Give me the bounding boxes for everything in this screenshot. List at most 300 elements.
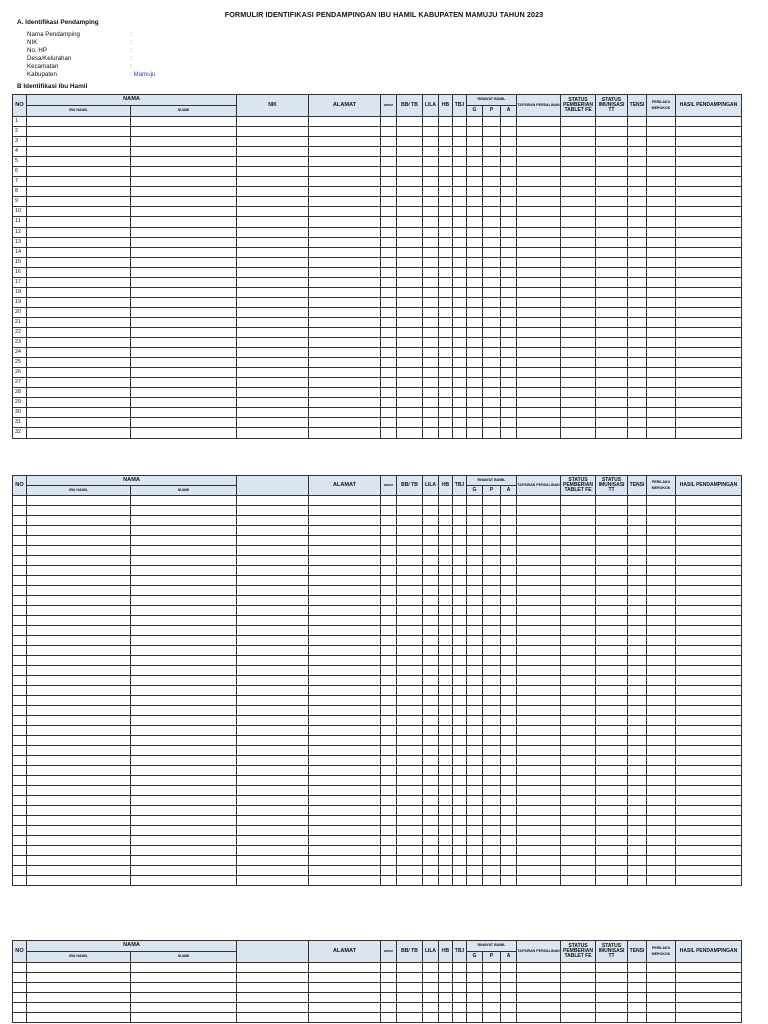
- table-cell[interactable]: [439, 973, 453, 983]
- table-cell[interactable]: [131, 187, 237, 197]
- table-cell[interactable]: [517, 297, 561, 307]
- table-cell[interactable]: [131, 776, 237, 786]
- table-cell[interactable]: [501, 686, 517, 696]
- table-cell[interactable]: [309, 806, 381, 816]
- table-cell[interactable]: [628, 616, 647, 626]
- table-cell[interactable]: [596, 227, 628, 237]
- table-cell[interactable]: [483, 147, 501, 157]
- table-cell[interactable]: [467, 676, 483, 686]
- table-cell[interactable]: [596, 606, 628, 616]
- table-cell[interactable]: [237, 666, 309, 676]
- table-cell[interactable]: [381, 716, 397, 726]
- table-cell[interactable]: [483, 816, 501, 826]
- table-cell[interactable]: [309, 257, 381, 267]
- table-cell[interactable]: [596, 368, 628, 378]
- table-cell[interactable]: [483, 786, 501, 796]
- table-cell[interactable]: [453, 846, 467, 856]
- table-cell[interactable]: [628, 716, 647, 726]
- table-cell[interactable]: [628, 237, 647, 247]
- table-cell[interactable]: [517, 646, 561, 656]
- table-cell[interactable]: [27, 307, 131, 317]
- table-cell[interactable]: [647, 596, 676, 606]
- table-cell[interactable]: [397, 177, 423, 187]
- table-cell[interactable]: [467, 636, 483, 646]
- table-cell[interactable]: [467, 358, 483, 368]
- table-cell[interactable]: [439, 993, 453, 1003]
- table-cell[interactable]: [439, 636, 453, 646]
- table-cell[interactable]: [423, 786, 439, 796]
- table-cell[interactable]: [676, 666, 742, 676]
- table-cell[interactable]: [397, 368, 423, 378]
- table-cell[interactable]: [439, 287, 453, 297]
- table-cell[interactable]: [483, 506, 501, 516]
- table-cell[interactable]: [381, 983, 397, 993]
- table-cell[interactable]: [423, 496, 439, 506]
- table-cell[interactable]: [676, 368, 742, 378]
- table-cell[interactable]: [467, 736, 483, 746]
- table-cell[interactable]: [381, 866, 397, 876]
- pendamping-field-value[interactable]: :: [130, 55, 132, 62]
- table-cell[interactable]: [596, 786, 628, 796]
- table-cell[interactable]: [397, 746, 423, 756]
- table-cell[interactable]: [423, 137, 439, 147]
- table-cell[interactable]: [467, 756, 483, 766]
- table-cell[interactable]: [439, 816, 453, 826]
- table-cell[interactable]: [309, 247, 381, 257]
- table-cell[interactable]: [27, 516, 131, 526]
- table-cell[interactable]: [561, 556, 596, 566]
- table-cell[interactable]: [237, 267, 309, 277]
- table-cell[interactable]: [596, 993, 628, 1003]
- table-cell[interactable]: [483, 856, 501, 866]
- table-cell[interactable]: [517, 167, 561, 177]
- table-cell[interactable]: [309, 1003, 381, 1013]
- table-cell[interactable]: [483, 546, 501, 556]
- table-cell[interactable]: [237, 217, 309, 227]
- table-cell[interactable]: [381, 197, 397, 207]
- table-cell[interactable]: [561, 816, 596, 826]
- table-cell[interactable]: [517, 846, 561, 856]
- table-cell[interactable]: [397, 338, 423, 348]
- table-cell[interactable]: [676, 716, 742, 726]
- table-cell[interactable]: [131, 546, 237, 556]
- table-cell[interactable]: [647, 368, 676, 378]
- table-cell[interactable]: [647, 187, 676, 197]
- table-cell[interactable]: [517, 606, 561, 616]
- table-cell[interactable]: [237, 596, 309, 606]
- table-cell[interactable]: [453, 556, 467, 566]
- table-cell[interactable]: [483, 267, 501, 277]
- table-cell[interactable]: [483, 556, 501, 566]
- table-cell[interactable]: [381, 496, 397, 506]
- table-cell[interactable]: [453, 398, 467, 408]
- table-cell[interactable]: [131, 338, 237, 348]
- table-cell[interactable]: [501, 826, 517, 836]
- table-cell[interactable]: [596, 317, 628, 327]
- table-cell[interactable]: [397, 796, 423, 806]
- table-cell[interactable]: [647, 963, 676, 973]
- table-cell[interactable]: [596, 566, 628, 576]
- table-cell[interactable]: [237, 716, 309, 726]
- table-cell[interactable]: [596, 516, 628, 526]
- table-cell[interactable]: [647, 866, 676, 876]
- table-cell[interactable]: [561, 596, 596, 606]
- table-cell[interactable]: [628, 626, 647, 636]
- table-cell[interactable]: [628, 327, 647, 337]
- table-cell[interactable]: [517, 656, 561, 666]
- table-cell[interactable]: [676, 993, 742, 1003]
- table-cell[interactable]: [27, 766, 131, 776]
- table-cell[interactable]: [27, 706, 131, 716]
- table-cell[interactable]: [423, 217, 439, 227]
- table-cell[interactable]: [439, 1003, 453, 1013]
- table-cell[interactable]: [501, 866, 517, 876]
- table-cell[interactable]: [397, 983, 423, 993]
- table-cell[interactable]: [483, 307, 501, 317]
- table-cell[interactable]: [131, 796, 237, 806]
- table-cell[interactable]: [27, 796, 131, 806]
- table-cell[interactable]: [501, 237, 517, 247]
- table-cell[interactable]: [309, 237, 381, 247]
- table-cell[interactable]: [517, 177, 561, 187]
- table-cell[interactable]: [423, 616, 439, 626]
- table-cell[interactable]: [596, 187, 628, 197]
- table-cell[interactable]: [131, 766, 237, 776]
- table-cell[interactable]: [309, 596, 381, 606]
- table-cell[interactable]: [561, 147, 596, 157]
- table-cell[interactable]: [381, 806, 397, 816]
- table-cell[interactable]: [453, 368, 467, 378]
- table-cell[interactable]: [647, 973, 676, 983]
- table-cell[interactable]: [561, 157, 596, 167]
- table-cell[interactable]: [501, 816, 517, 826]
- table-cell[interactable]: [561, 207, 596, 217]
- table-cell[interactable]: [27, 398, 131, 408]
- table-cell[interactable]: [423, 776, 439, 786]
- table-cell[interactable]: [27, 666, 131, 676]
- table-cell[interactable]: [453, 167, 467, 177]
- table-cell[interactable]: [27, 197, 131, 207]
- table-cell[interactable]: [517, 566, 561, 576]
- table-cell[interactable]: [381, 137, 397, 147]
- table-cell[interactable]: [397, 358, 423, 368]
- table-cell[interactable]: [453, 277, 467, 287]
- table-cell[interactable]: [397, 973, 423, 983]
- table-cell[interactable]: [467, 338, 483, 348]
- table-cell[interactable]: [517, 616, 561, 626]
- table-cell[interactable]: [483, 566, 501, 576]
- table-cell[interactable]: [676, 846, 742, 856]
- table-cell[interactable]: [453, 963, 467, 973]
- table-cell[interactable]: [423, 716, 439, 726]
- table-cell[interactable]: [237, 983, 309, 993]
- table-cell[interactable]: [483, 963, 501, 973]
- table-cell[interactable]: [517, 626, 561, 636]
- table-cell[interactable]: [467, 378, 483, 388]
- table-cell[interactable]: [628, 338, 647, 348]
- table-cell[interactable]: [439, 338, 453, 348]
- table-cell[interactable]: [517, 806, 561, 816]
- table-cell[interactable]: [647, 388, 676, 398]
- table-cell[interactable]: [453, 596, 467, 606]
- table-cell[interactable]: [381, 736, 397, 746]
- table-cell[interactable]: [647, 666, 676, 676]
- table-cell[interactable]: [596, 706, 628, 716]
- table-cell[interactable]: [439, 646, 453, 656]
- table-cell[interactable]: [27, 137, 131, 147]
- table-cell[interactable]: [676, 566, 742, 576]
- table-cell[interactable]: [397, 408, 423, 418]
- table-cell[interactable]: [517, 676, 561, 686]
- table-cell[interactable]: [131, 378, 237, 388]
- table-cell[interactable]: [439, 358, 453, 368]
- table-cell[interactable]: [676, 207, 742, 217]
- table-cell[interactable]: [309, 267, 381, 277]
- table-cell[interactable]: [309, 876, 381, 886]
- table-cell[interactable]: [309, 786, 381, 796]
- table-cell[interactable]: [628, 257, 647, 267]
- table-cell[interactable]: [397, 816, 423, 826]
- table-cell[interactable]: [647, 177, 676, 187]
- table-cell[interactable]: [517, 776, 561, 786]
- table-cell[interactable]: [596, 297, 628, 307]
- table-cell[interactable]: [501, 616, 517, 626]
- table-cell[interactable]: [27, 378, 131, 388]
- table-cell[interactable]: [596, 556, 628, 566]
- table-cell[interactable]: [131, 856, 237, 866]
- table-cell[interactable]: [501, 358, 517, 368]
- table-cell[interactable]: [423, 806, 439, 816]
- table-cell[interactable]: [628, 736, 647, 746]
- table-cell[interactable]: [131, 267, 237, 277]
- table-cell[interactable]: [517, 686, 561, 696]
- table-cell[interactable]: [676, 876, 742, 886]
- table-cell[interactable]: [309, 993, 381, 1003]
- table-cell[interactable]: [131, 327, 237, 337]
- table-cell[interactable]: [397, 836, 423, 846]
- table-cell[interactable]: [381, 117, 397, 127]
- table-cell[interactable]: [423, 666, 439, 676]
- table-cell[interactable]: [381, 993, 397, 1003]
- table-cell[interactable]: [517, 866, 561, 876]
- table-cell[interactable]: [439, 408, 453, 418]
- table-cell[interactable]: [561, 428, 596, 438]
- table-cell[interactable]: [647, 716, 676, 726]
- table-cell[interactable]: [467, 876, 483, 886]
- table-cell[interactable]: [676, 117, 742, 127]
- table-cell[interactable]: [676, 237, 742, 247]
- table-cell[interactable]: [647, 267, 676, 277]
- table-cell[interactable]: [501, 287, 517, 297]
- table-cell[interactable]: [439, 626, 453, 636]
- table-cell[interactable]: [647, 706, 676, 716]
- table-cell[interactable]: [453, 666, 467, 676]
- table-cell[interactable]: [561, 117, 596, 127]
- table-cell[interactable]: [596, 686, 628, 696]
- table-cell[interactable]: [27, 716, 131, 726]
- table-cell[interactable]: [439, 348, 453, 358]
- table-cell[interactable]: [628, 378, 647, 388]
- table-cell[interactable]: [561, 277, 596, 287]
- table-cell[interactable]: [381, 586, 397, 596]
- table-cell[interactable]: [131, 963, 237, 973]
- table-cell[interactable]: [467, 187, 483, 197]
- table-cell[interactable]: [501, 247, 517, 257]
- table-cell[interactable]: [628, 826, 647, 836]
- table-cell[interactable]: [381, 536, 397, 546]
- table-cell[interactable]: [483, 167, 501, 177]
- table-cell[interactable]: [423, 227, 439, 237]
- table-cell[interactable]: [309, 1013, 381, 1023]
- table-cell[interactable]: [397, 1013, 423, 1023]
- table-cell[interactable]: [381, 217, 397, 227]
- table-cell[interactable]: [397, 526, 423, 536]
- table-cell[interactable]: [423, 287, 439, 297]
- table-cell[interactable]: [628, 846, 647, 856]
- table-cell[interactable]: [596, 526, 628, 536]
- table-cell[interactable]: [628, 866, 647, 876]
- table-cell[interactable]: [453, 816, 467, 826]
- table-cell[interactable]: [628, 207, 647, 217]
- table-cell[interactable]: [467, 428, 483, 438]
- table-cell[interactable]: [237, 1003, 309, 1013]
- table-cell[interactable]: [397, 963, 423, 973]
- table-cell[interactable]: [397, 247, 423, 257]
- table-cell[interactable]: [467, 646, 483, 656]
- table-cell[interactable]: [501, 227, 517, 237]
- table-cell[interactable]: [397, 716, 423, 726]
- table-cell[interactable]: [647, 1003, 676, 1013]
- table-cell[interactable]: [381, 1013, 397, 1023]
- table-cell[interactable]: [397, 646, 423, 656]
- table-cell[interactable]: [237, 277, 309, 287]
- table-cell[interactable]: [628, 676, 647, 686]
- table-cell[interactable]: [381, 207, 397, 217]
- table-cell[interactable]: [397, 736, 423, 746]
- table-cell[interactable]: [27, 546, 131, 556]
- table-cell[interactable]: [237, 257, 309, 267]
- table-cell[interactable]: [467, 237, 483, 247]
- table-cell[interactable]: [676, 227, 742, 237]
- table-cell[interactable]: [561, 297, 596, 307]
- table-cell[interactable]: [561, 526, 596, 536]
- table-cell[interactable]: [27, 496, 131, 506]
- table-cell[interactable]: [517, 267, 561, 277]
- table-cell[interactable]: [237, 297, 309, 307]
- table-cell[interactable]: [397, 127, 423, 137]
- table-cell[interactable]: [237, 117, 309, 127]
- table-cell[interactable]: [381, 277, 397, 287]
- table-cell[interactable]: [309, 137, 381, 147]
- table-cell[interactable]: [131, 586, 237, 596]
- table-cell[interactable]: [501, 137, 517, 147]
- table-cell[interactable]: [27, 358, 131, 368]
- table-cell[interactable]: [453, 247, 467, 257]
- table-cell[interactable]: [27, 237, 131, 247]
- table-cell[interactable]: [676, 348, 742, 358]
- table-cell[interactable]: [596, 157, 628, 167]
- table-cell[interactable]: [131, 846, 237, 856]
- table-cell[interactable]: [483, 1013, 501, 1023]
- table-cell[interactable]: [237, 856, 309, 866]
- table-cell[interactable]: [628, 536, 647, 546]
- table-cell[interactable]: [381, 963, 397, 973]
- table-cell[interactable]: [483, 973, 501, 983]
- table-cell[interactable]: [561, 257, 596, 267]
- table-cell[interactable]: [596, 496, 628, 506]
- table-cell[interactable]: [501, 696, 517, 706]
- table-cell[interactable]: [517, 197, 561, 207]
- table-cell[interactable]: [439, 826, 453, 836]
- table-cell[interactable]: [309, 297, 381, 307]
- table-cell[interactable]: [517, 338, 561, 348]
- table-cell[interactable]: [596, 358, 628, 368]
- table-cell[interactable]: [309, 983, 381, 993]
- table-cell[interactable]: [676, 963, 742, 973]
- table-cell[interactable]: [517, 207, 561, 217]
- table-cell[interactable]: [237, 656, 309, 666]
- table-cell[interactable]: [397, 506, 423, 516]
- table-cell[interactable]: [647, 616, 676, 626]
- table-cell[interactable]: [381, 287, 397, 297]
- table-cell[interactable]: [647, 586, 676, 596]
- table-cell[interactable]: [517, 418, 561, 428]
- table-cell[interactable]: [467, 806, 483, 816]
- table-cell[interactable]: [676, 398, 742, 408]
- table-cell[interactable]: [381, 766, 397, 776]
- table-cell[interactable]: [483, 327, 501, 337]
- table-cell[interactable]: [423, 726, 439, 736]
- table-cell[interactable]: [647, 217, 676, 227]
- table-cell[interactable]: [561, 516, 596, 526]
- table-cell[interactable]: [423, 766, 439, 776]
- table-cell[interactable]: [453, 826, 467, 836]
- table-cell[interactable]: [453, 237, 467, 247]
- table-cell[interactable]: [131, 983, 237, 993]
- table-cell[interactable]: [423, 963, 439, 973]
- table-cell[interactable]: [397, 237, 423, 247]
- table-cell[interactable]: [676, 826, 742, 836]
- table-cell[interactable]: [467, 297, 483, 307]
- table-cell[interactable]: [381, 1003, 397, 1013]
- table-cell[interactable]: [27, 247, 131, 257]
- table-cell[interactable]: [483, 746, 501, 756]
- table-cell[interactable]: [628, 187, 647, 197]
- table-cell[interactable]: [483, 127, 501, 137]
- table-cell[interactable]: [676, 516, 742, 526]
- table-cell[interactable]: [647, 656, 676, 666]
- table-cell[interactable]: [647, 327, 676, 337]
- table-cell[interactable]: [131, 408, 237, 418]
- table-cell[interactable]: [561, 836, 596, 846]
- table-cell[interactable]: [423, 546, 439, 556]
- table-cell[interactable]: [676, 428, 742, 438]
- table-cell[interactable]: [453, 616, 467, 626]
- table-cell[interactable]: [483, 796, 501, 806]
- table-cell[interactable]: [381, 626, 397, 636]
- table-cell[interactable]: [628, 496, 647, 506]
- table-cell[interactable]: [27, 983, 131, 993]
- table-cell[interactable]: [309, 836, 381, 846]
- table-cell[interactable]: [467, 866, 483, 876]
- table-cell[interactable]: [676, 496, 742, 506]
- table-cell[interactable]: [501, 506, 517, 516]
- table-cell[interactable]: [131, 277, 237, 287]
- table-cell[interactable]: [596, 636, 628, 646]
- table-cell[interactable]: [381, 796, 397, 806]
- table-cell[interactable]: [439, 187, 453, 197]
- table-cell[interactable]: [381, 656, 397, 666]
